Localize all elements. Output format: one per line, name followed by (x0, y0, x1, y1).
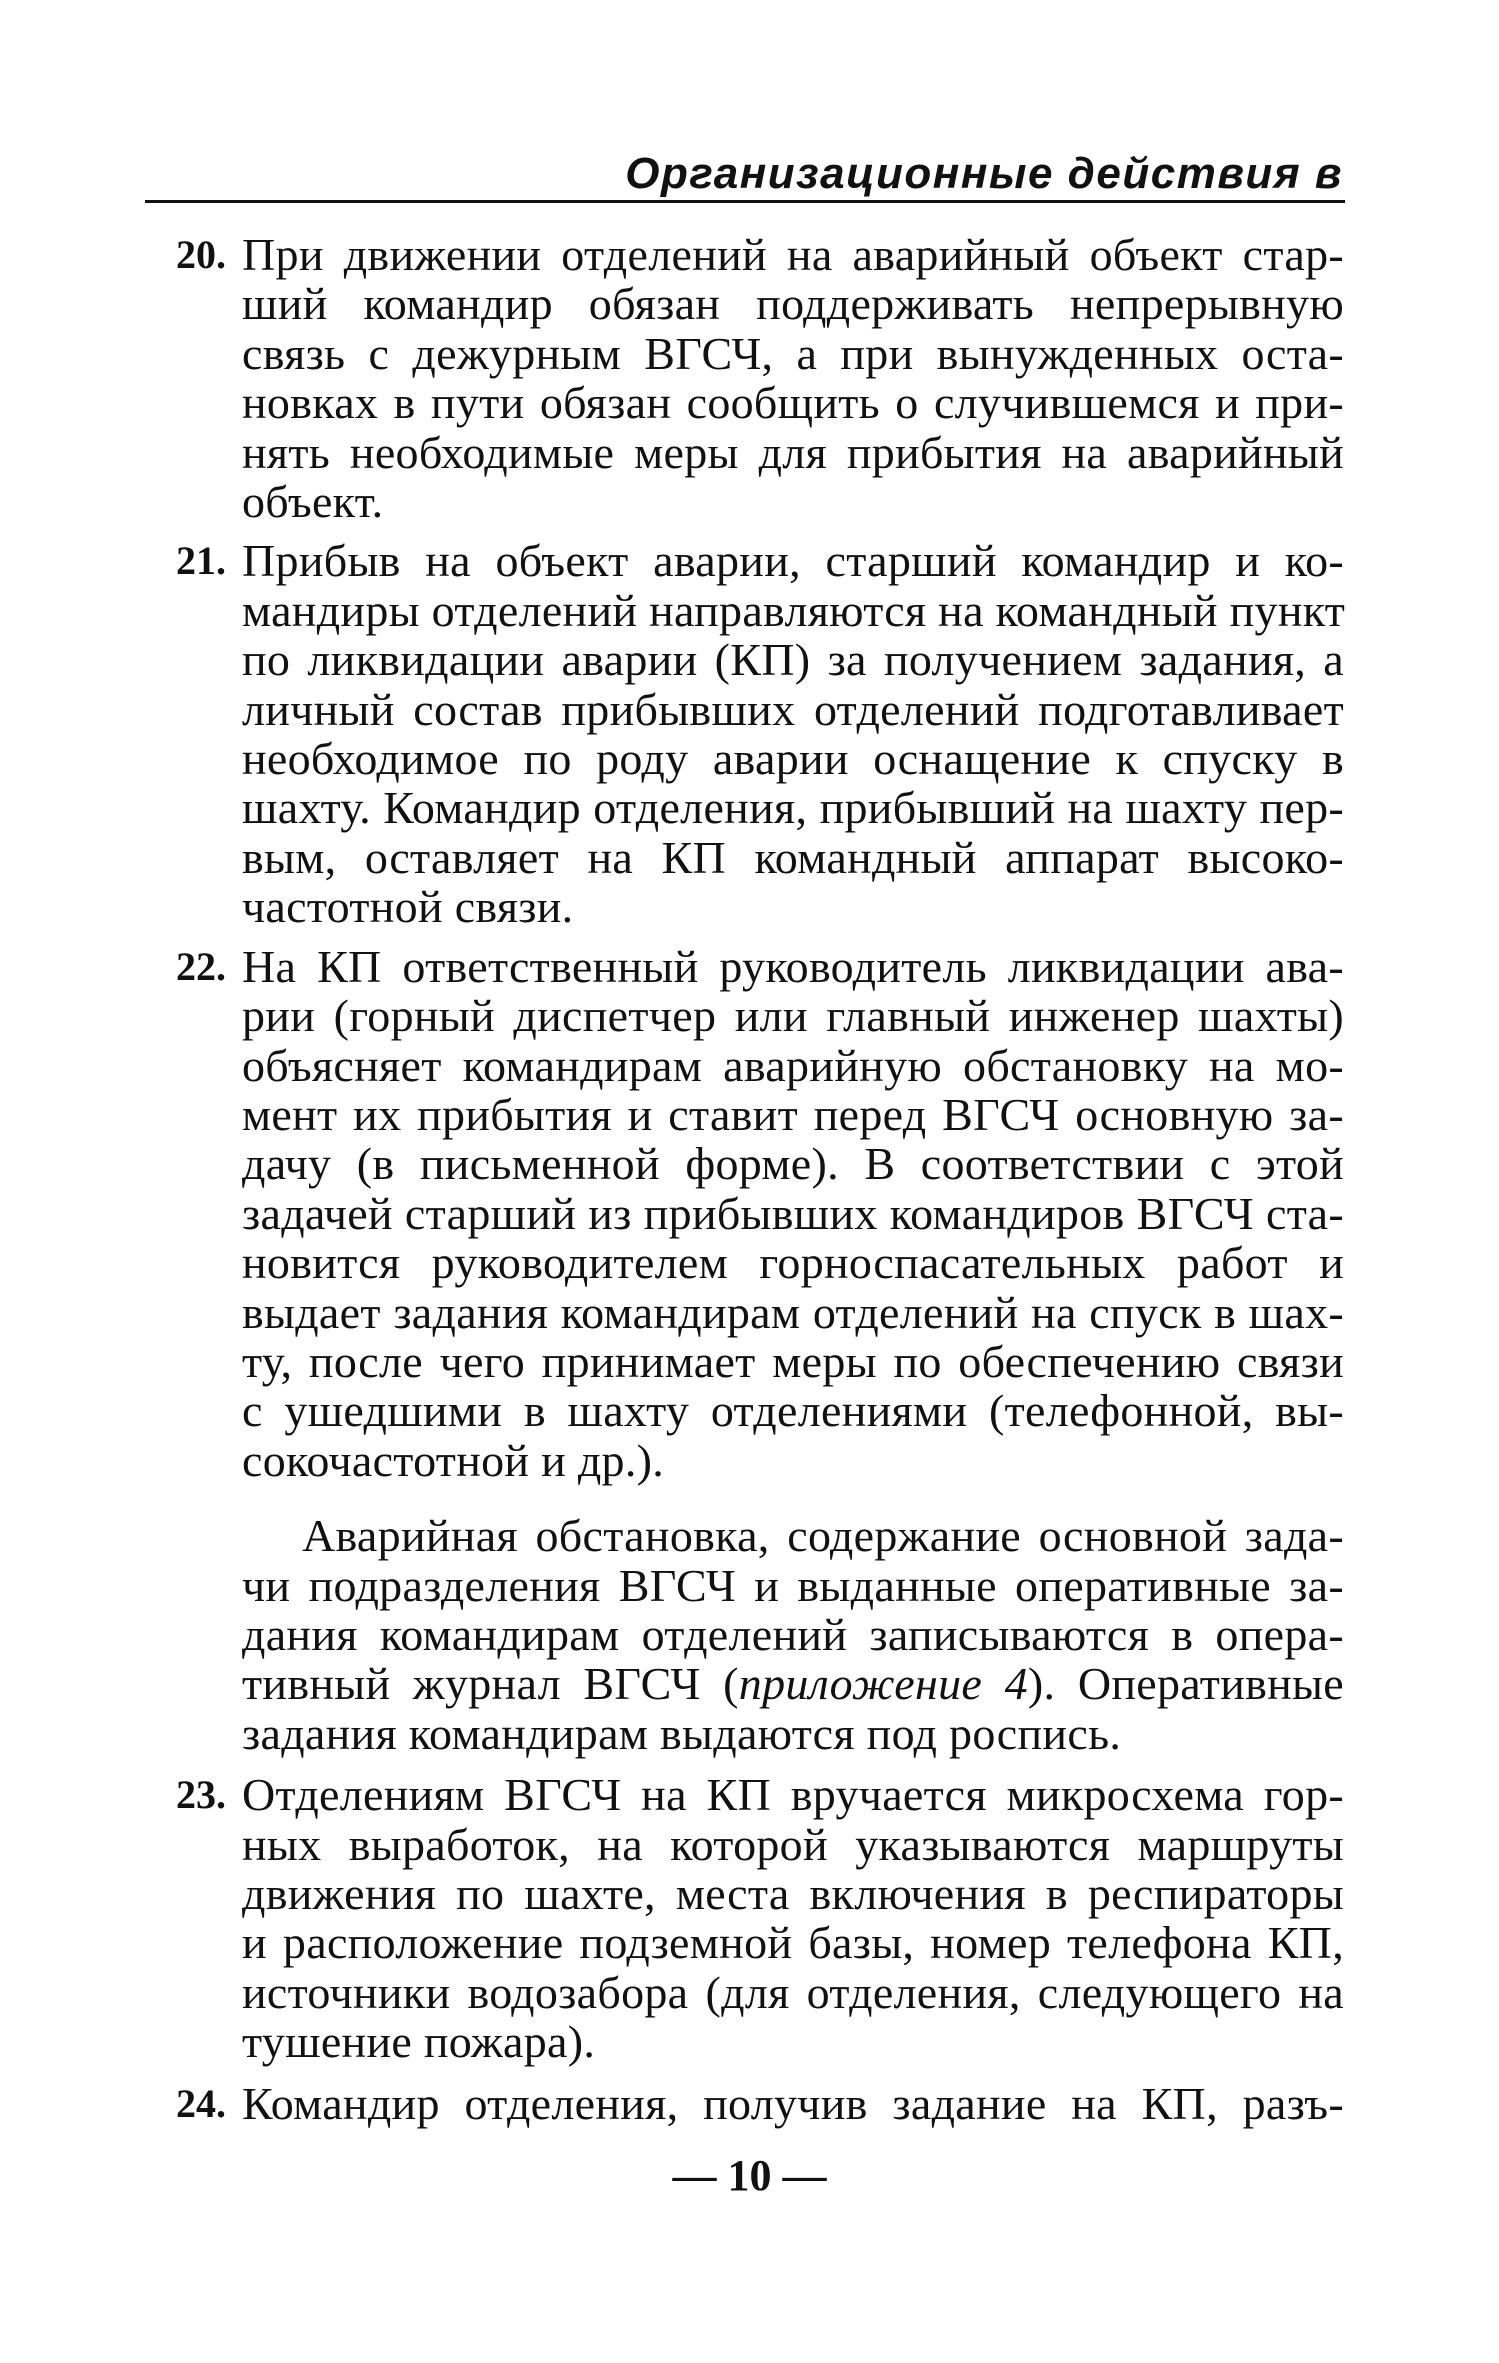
text-line: вым, оставляет на КП командный аппарат высоко- (242, 831, 1344, 883)
text-line: движения по шахте, места включения в респираторы (242, 1868, 1344, 1919)
text-line: На КП ответственный руководитель ликвидации ава- (242, 940, 1344, 992)
text-line: источники водозабора (для отделения, следующего на (242, 1966, 1344, 2018)
list-item-23 (176, 1770, 1344, 2066)
text-line: мент их прибытия и ставит перед ВГСЧ основную за- (242, 1088, 1344, 1140)
text-line: объясняет командирам аварийную обстановку на мо- (242, 1039, 1344, 1091)
running-header-title: Организационные действия в (625, 149, 1343, 198)
text-line: шахту. Командир отделения, прибывший на шахту пер- (242, 782, 1344, 834)
text-line: рии (горный диспетчер или главный инженер шахты) (242, 990, 1344, 1042)
list-item-20 (176, 230, 1344, 526)
list-item-21 (176, 536, 1344, 931)
text-line: Отделениям ВГСЧ на КП вручается микросхема гор- (242, 1769, 1344, 1821)
text-line: задачей старший из прибывших командиров ВГСЧ ста- (242, 1187, 1344, 1239)
item-number: 23. (176, 1772, 226, 1818)
text-line: дачу (в письменной форме). В соответствии с этой (242, 1138, 1344, 1190)
text-segment: тивный журнал ВГСЧ ( (242, 1658, 739, 1710)
item-number: 20. (176, 232, 226, 277)
text-line: ший командир обязан поддерживать непрерывную (242, 278, 1344, 330)
text-line: частотной связи. (242, 881, 574, 933)
operative-journal-paragraph (176, 1511, 1344, 1758)
text-line: тушение пожара). (242, 2016, 596, 2068)
text-line: новится руководителем горноспасательных работ и (242, 1237, 1344, 1289)
text-line: ных выработок, на которой указываются маршруты (242, 1818, 1344, 1870)
text-line: с ушедшими в шахту отделениями (телефонной, вы- (242, 1385, 1344, 1437)
running-header (145, 148, 1345, 203)
list-item-24 (176, 2079, 1344, 2128)
text-line: Командир отделения, получив задание на КП, разъ- (242, 2077, 1344, 2129)
text-line: При движении отделений на аварийный объект стар- (242, 229, 1344, 280)
text-line: чи подразделения ВГСЧ и выданные оперативные за- (242, 1559, 1344, 1611)
page-number: — 10 — (672, 2151, 827, 2200)
text-line: дания командирам отделений записываются в опера- (242, 1608, 1344, 1660)
text-line (242, 1659, 1344, 1708)
list-item-22 (176, 942, 1344, 1485)
page-body (176, 218, 1344, 2128)
text-line: и расположение подземной базы, номер телефона КП, (242, 1917, 1344, 1969)
text-line: объект. (242, 476, 384, 528)
text-line: новках в пути обязан сообщить о случившемся и при- (242, 377, 1344, 429)
text-line: выдает задания командирам отделений на спуск в шах- (242, 1286, 1344, 1338)
item-number: 22. (176, 943, 226, 989)
text-line: связь с дежурным ВГСЧ, а при вынужденных оста- (242, 327, 1344, 379)
item-number: 21. (176, 538, 226, 584)
text-line: Аварийная обстановка, содержание основной зада- (302, 1510, 1344, 1562)
text-line: задания командирам выдаются под роспись. (242, 1707, 1122, 1759)
text-line: личный состав прибывших отделений подготавливает (242, 683, 1344, 735)
text-line: Прибыв на объект аварии, старший командир и ко- (242, 535, 1344, 587)
text-line: сокочастотной и др.). (242, 1434, 665, 1486)
appendix-reference: приложение 4 (738, 1658, 1028, 1710)
text-line: необходимое по роду аварии оснащение к спуску в (242, 733, 1344, 785)
text-line: нять необходимые меры для прибытия на аварийный (242, 426, 1344, 478)
item-number: 24. (176, 2080, 226, 2126)
text-line: по ликвидации аварии (КП) за получением задания, а (242, 634, 1344, 686)
text-segment: ). Оперативные (1027, 1658, 1344, 1710)
text-line: ту, после чего принимает меры по обеспечению связи (242, 1335, 1344, 1387)
text-line: мандиры отделений направляются на командный пункт (242, 584, 1346, 636)
